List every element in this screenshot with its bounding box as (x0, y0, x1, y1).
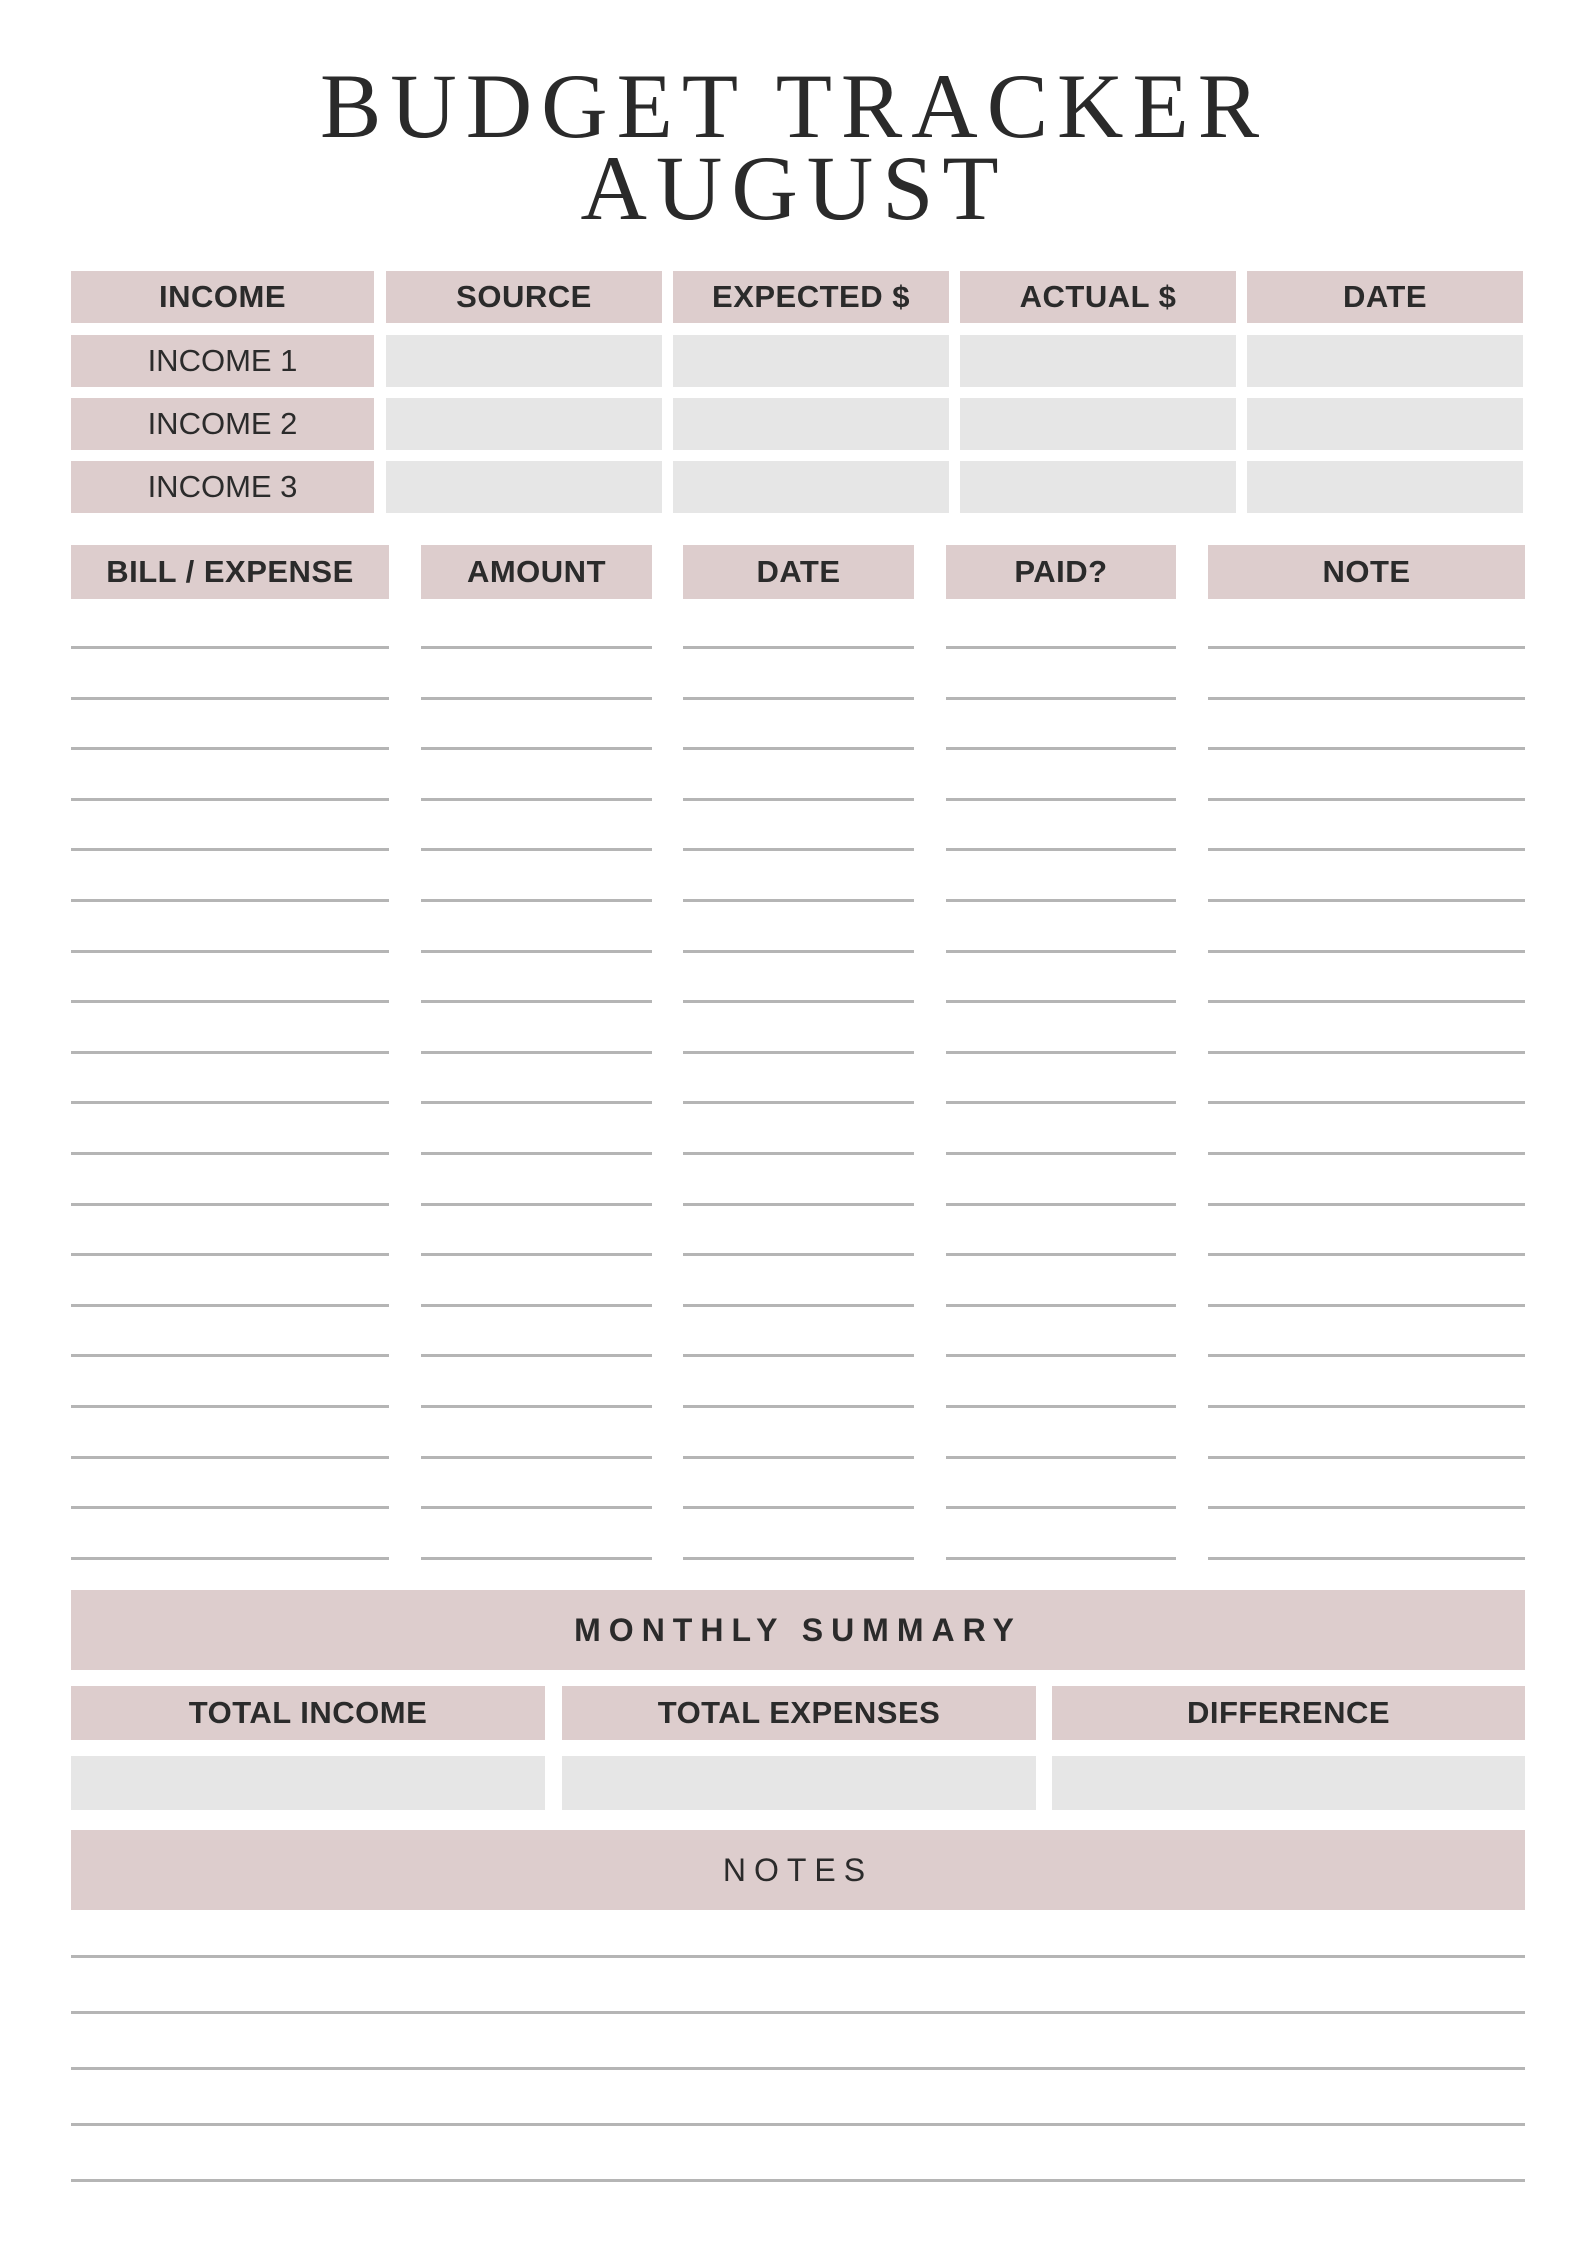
expense-note-line[interactable] (1208, 950, 1525, 953)
expense-date-line[interactable] (683, 1506, 914, 1509)
expense-paid-line[interactable] (946, 1101, 1176, 1104)
expense-paid-line[interactable] (946, 747, 1176, 750)
expense-date-line[interactable] (683, 798, 914, 801)
expense-note-line[interactable] (1208, 1506, 1525, 1509)
income-header-date: DATE (1247, 271, 1523, 323)
notes-line[interactable] (71, 2067, 1525, 2070)
page-title: BUDGET TRACKER (319, 55, 1269, 157)
income-1-actual-field[interactable] (960, 335, 1236, 387)
expense-amount-line[interactable] (421, 1405, 652, 1408)
expense-header-note: NOTE (1208, 545, 1525, 599)
expense-paid-line[interactable] (946, 1152, 1176, 1155)
expense-amount-line[interactable] (421, 1506, 652, 1509)
income-header-income: INCOME (71, 271, 374, 323)
expense-amount-line[interactable] (421, 899, 652, 902)
income-2-actual-field[interactable] (960, 398, 1236, 450)
notes-line[interactable] (71, 2179, 1525, 2182)
expense-note-line[interactable] (1208, 798, 1525, 801)
expense-paid-line[interactable] (946, 697, 1176, 700)
expense-note-line[interactable] (1208, 646, 1525, 649)
expense-note-line[interactable] (1208, 1557, 1525, 1560)
expense-header-amount: AMOUNT (421, 545, 652, 599)
expense-note-line[interactable] (1208, 848, 1525, 851)
expense-bill-line[interactable] (71, 1253, 389, 1256)
expense-date-line[interactable] (683, 1101, 914, 1104)
expense-amount-line[interactable] (421, 1354, 652, 1357)
expense-paid-line[interactable] (946, 646, 1176, 649)
income-row-label-3: INCOME 3 (71, 461, 374, 513)
expense-amount-line[interactable] (421, 1051, 652, 1054)
expense-date-line[interactable] (683, 1405, 914, 1408)
expense-paid-line[interactable] (946, 899, 1176, 902)
expense-amount-line[interactable] (421, 1557, 652, 1560)
income-header-expected: EXPECTED $ (673, 271, 949, 323)
expense-date-line[interactable] (683, 1152, 914, 1155)
total-income-field[interactable] (71, 1756, 545, 1810)
expense-amount-line[interactable] (421, 798, 652, 801)
expense-date-line[interactable] (683, 848, 914, 851)
expense-paid-line[interactable] (946, 1051, 1176, 1054)
expense-bill-line[interactable] (71, 646, 389, 649)
income-3-source-field[interactable] (386, 461, 662, 513)
expense-bill-line[interactable] (71, 848, 389, 851)
expense-bill-line[interactable] (71, 1152, 389, 1155)
expense-bill-line[interactable] (71, 950, 389, 953)
expense-amount-line[interactable] (421, 646, 652, 649)
expense-note-line[interactable] (1208, 1152, 1525, 1155)
expense-paid-line[interactable] (946, 1354, 1176, 1357)
expense-date-line[interactable] (683, 1304, 914, 1307)
expense-date-line[interactable] (683, 1051, 914, 1054)
expense-paid-line[interactable] (946, 950, 1176, 953)
expense-amount-line[interactable] (421, 1253, 652, 1256)
summary-header-total-expenses: TOTAL EXPENSES (562, 1686, 1036, 1740)
expense-note-line[interactable] (1208, 1000, 1525, 1003)
summary-header-difference: DIFFERENCE (1052, 1686, 1525, 1740)
expense-bill-line[interactable] (71, 1304, 389, 1307)
expense-date-line[interactable] (683, 1557, 914, 1560)
expense-date-line[interactable] (683, 1203, 914, 1206)
expense-date-line[interactable] (683, 747, 914, 750)
income-1-date-field[interactable] (1247, 335, 1523, 387)
expense-date-line[interactable] (683, 950, 914, 953)
expense-date-line[interactable] (683, 1000, 914, 1003)
expense-amount-line[interactable] (421, 1304, 652, 1307)
expense-note-line[interactable] (1208, 1354, 1525, 1357)
income-2-source-field[interactable] (386, 398, 662, 450)
expense-note-line[interactable] (1208, 899, 1525, 902)
expense-note-line[interactable] (1208, 747, 1525, 750)
expense-date-line[interactable] (683, 1456, 914, 1459)
expense-note-line[interactable] (1208, 1405, 1525, 1408)
expense-header-paid: PAID? (946, 545, 1176, 599)
expense-amount-line[interactable] (421, 1000, 652, 1003)
expense-amount-line[interactable] (421, 1101, 652, 1104)
expense-amount-line[interactable] (421, 1456, 652, 1459)
income-1-expected-field[interactable] (673, 335, 949, 387)
expense-paid-line[interactable] (946, 1304, 1176, 1307)
expense-date-line[interactable] (683, 697, 914, 700)
notes-banner: NOTES (71, 1830, 1525, 1910)
expense-date-line[interactable] (683, 1354, 914, 1357)
income-2-expected-field[interactable] (673, 398, 949, 450)
expense-bill-line[interactable] (71, 899, 389, 902)
expense-amount-line[interactable] (421, 1152, 652, 1155)
expense-paid-line[interactable] (946, 1000, 1176, 1003)
expense-bill-line[interactable] (71, 1051, 389, 1054)
expense-bill-line[interactable] (71, 747, 389, 750)
expense-bill-line[interactable] (71, 1557, 389, 1560)
expense-note-line[interactable] (1208, 697, 1525, 700)
expense-paid-line[interactable] (946, 1405, 1176, 1408)
expense-amount-line[interactable] (421, 1203, 652, 1206)
expense-header-date: DATE (683, 545, 914, 599)
expense-paid-line[interactable] (946, 1456, 1176, 1459)
monthly-summary-banner: MONTHLY SUMMARY (71, 1590, 1525, 1670)
notes-line[interactable] (71, 1955, 1525, 1958)
income-3-expected-field[interactable] (673, 461, 949, 513)
expense-amount-line[interactable] (421, 950, 652, 953)
expense-header-bill: BILL / EXPENSE (71, 545, 389, 599)
income-header-source: SOURCE (386, 271, 662, 323)
expense-note-line[interactable] (1208, 1304, 1525, 1307)
expense-bill-line[interactable] (71, 1506, 389, 1509)
summary-header-total-income: TOTAL INCOME (71, 1686, 545, 1740)
income-header-actual: ACTUAL $ (960, 271, 1236, 323)
expense-paid-line[interactable] (946, 1557, 1176, 1560)
expense-note-line[interactable] (1208, 1051, 1525, 1054)
expense-bill-line[interactable] (71, 697, 389, 700)
expense-note-line[interactable] (1208, 1253, 1525, 1256)
notes-line[interactable] (71, 2011, 1525, 2014)
income-3-actual-field[interactable] (960, 461, 1236, 513)
expense-paid-line[interactable] (946, 848, 1176, 851)
expense-amount-line[interactable] (421, 747, 652, 750)
page-subtitle-month: AUGUST (580, 137, 1008, 239)
total-expenses-field[interactable] (562, 1756, 1036, 1810)
expense-bill-line[interactable] (71, 1354, 389, 1357)
expense-bill-line[interactable] (71, 1456, 389, 1459)
notes-line[interactable] (71, 2123, 1525, 2126)
expense-date-line[interactable] (683, 646, 914, 649)
expense-bill-line[interactable] (71, 1405, 389, 1408)
expense-paid-line[interactable] (946, 1203, 1176, 1206)
expense-paid-line[interactable] (946, 1253, 1176, 1256)
expense-date-line[interactable] (683, 1253, 914, 1256)
income-2-date-field[interactable] (1247, 398, 1523, 450)
expense-bill-line[interactable] (71, 1000, 389, 1003)
expense-bill-line[interactable] (71, 1101, 389, 1104)
expense-note-line[interactable] (1208, 1456, 1525, 1459)
income-row-label-1: INCOME 1 (71, 335, 374, 387)
difference-field[interactable] (1052, 1756, 1525, 1810)
expense-note-line[interactable] (1208, 1203, 1525, 1206)
expense-amount-line[interactable] (421, 848, 652, 851)
expense-paid-line[interactable] (946, 1506, 1176, 1509)
expense-bill-line[interactable] (71, 798, 389, 801)
expense-paid-line[interactable] (946, 798, 1176, 801)
income-3-date-field[interactable] (1247, 461, 1523, 513)
income-1-source-field[interactable] (386, 335, 662, 387)
expense-bill-line[interactable] (71, 1203, 389, 1206)
income-row-label-2: INCOME 2 (71, 398, 374, 450)
expense-note-line[interactable] (1208, 1101, 1525, 1104)
expense-date-line[interactable] (683, 899, 914, 902)
expense-amount-line[interactable] (421, 697, 652, 700)
